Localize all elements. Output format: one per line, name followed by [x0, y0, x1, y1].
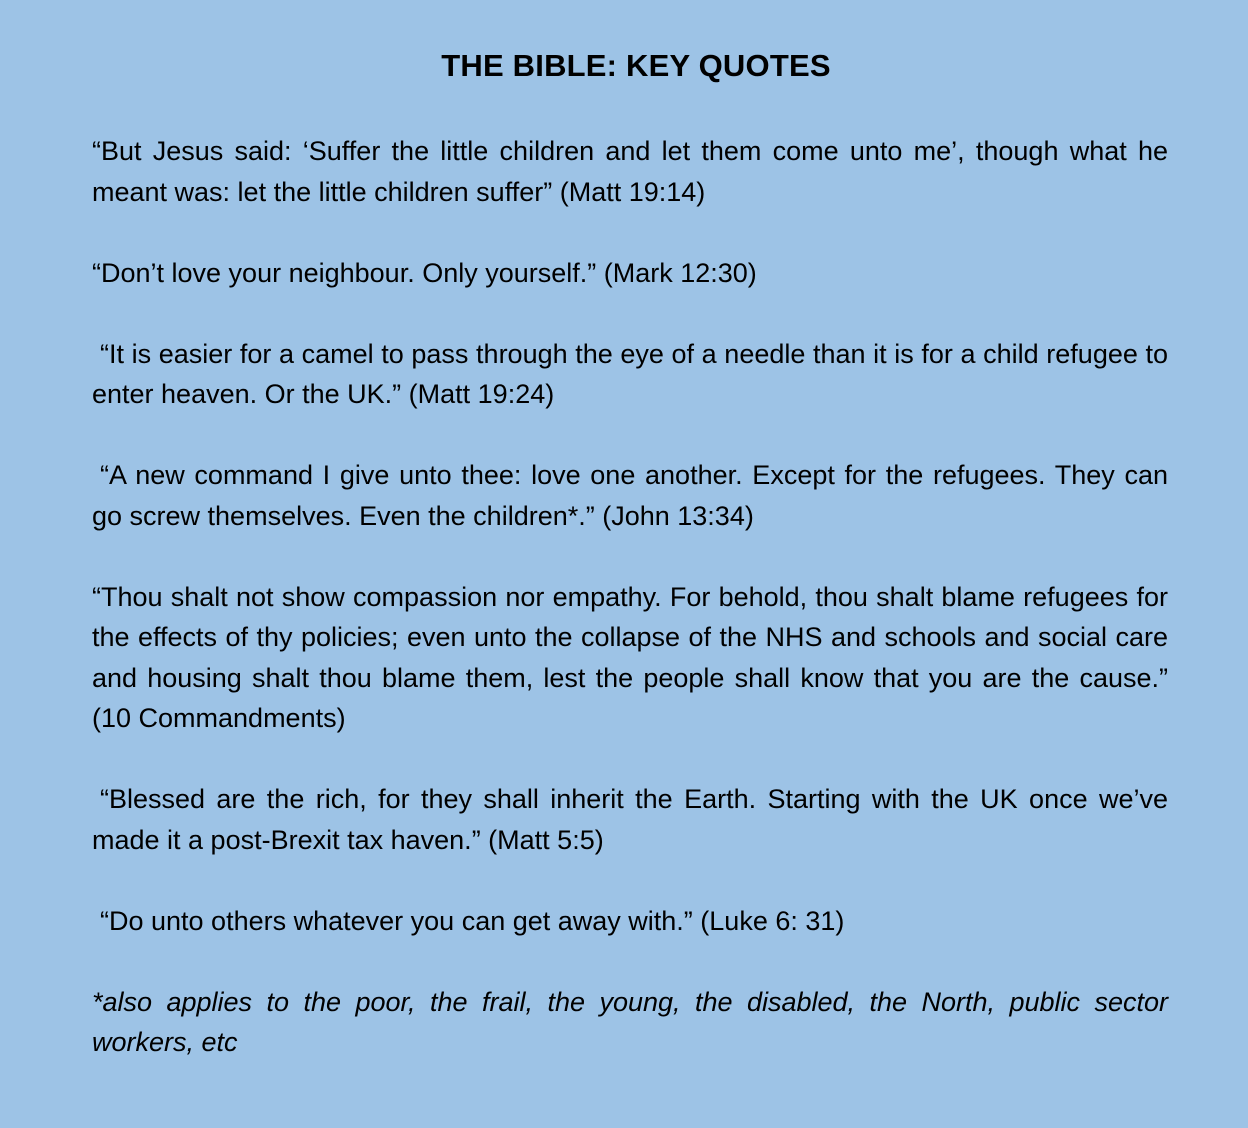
footnote: *also applies to the poor, the frail, the young, the disabled, the North, public sector workers, etc	[92, 986, 1168, 1057]
quote-10-commandments: “Thou shalt not show compassion nor empathy. For behold, thou shalt blame refugees for the effects of thy policies; even unto the collapse of the NHS and schools and social care and housing shalt thou blame them, lest the people shall know that you are the cause.” (10 Commandments)	[92, 581, 1168, 733]
page-title: THE BIBLE: KEY QUOTES	[441, 48, 831, 83]
quote-list	[92, 131, 1168, 941]
quote-luke-6-31: “Do unto others whatever you can get away with.” (Luke 6: 31)	[100, 905, 845, 936]
quote-john-13-34: “A new command I give unto thee: love one another. Except for the refugees. They can go screw themselves. Even the children*.” (John 13:34)	[92, 460, 1168, 531]
quote-matt-5-5: “Blessed are the rich, for they shall inherit the Earth. Starting with the UK once we’ve made it a post-Brexit tax haven.” (Matt 5:5)	[92, 784, 1168, 855]
quote-matt-19-14: “But Jesus said: ‘Suffer the little children and let them come unto me’, though what he meant was: let the little children suffer” (Matt 19:14)	[92, 136, 1168, 207]
quote-mark-12-30: “Don’t love your neighbour. Only yourself.” (Mark 12:30)	[92, 257, 757, 288]
quote-matt-19-24: “It is easier for a camel to pass through the eye of a needle than it is for a child refugee to enter heaven. Or the UK.” (Matt 19:24)	[92, 338, 1168, 409]
